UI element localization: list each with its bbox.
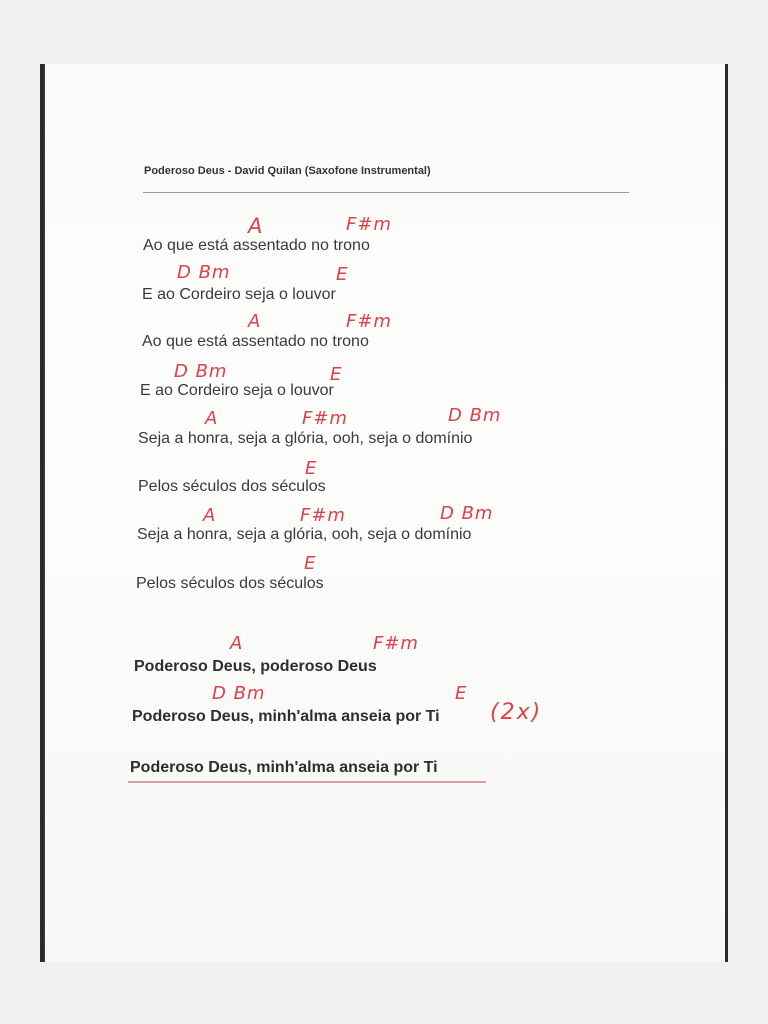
lyric-line-6: Pelos séculos dos séculos — [138, 478, 326, 495]
chord-line6-e: E — [305, 458, 318, 479]
chord-line3-a: A — [248, 311, 262, 332]
lyric-line-9: Poderoso Deus, poderoso Deus — [134, 658, 377, 675]
chord-line4-d-bm: D Bm — [174, 361, 228, 382]
chord-line5-a: A — [205, 408, 219, 429]
lyric-line-7: Seja a honra, seja a glória, ooh, seja o domínio — [137, 526, 472, 543]
chord-line8-e: E — [304, 553, 317, 574]
repeat-mark: (2x) — [490, 700, 543, 725]
chord-line7-d-bm: D Bm — [440, 503, 494, 524]
lyric-line-10: Poderoso Deus, minh'alma anseia por Ti — [132, 708, 440, 725]
chord-line9-fsharpm: F#m — [373, 633, 419, 654]
chord-line9-a: A — [230, 633, 244, 654]
paper-edge-left — [40, 64, 44, 962]
chord-line10-d-bm: D Bm — [212, 683, 266, 704]
paper-sheet — [42, 64, 728, 962]
title-divider — [143, 192, 629, 193]
lyric-line-1: Ao que está assentado no trono — [143, 237, 370, 254]
lyric-line-4: E ao Cordeiro seja o louvor — [140, 382, 334, 399]
chord-line2-d-bm: D Bm — [177, 262, 231, 283]
line-11-underline — [128, 781, 486, 783]
chord-line1-a: A — [248, 214, 264, 238]
paper-edge-right — [725, 64, 728, 962]
lyric-line-5: Seja a honra, seja a glória, ooh, seja o domínio — [138, 430, 473, 447]
lyric-line-2: E ao Cordeiro seja o louvor — [142, 286, 336, 303]
chord-line10-e: E — [455, 683, 468, 704]
chord-line3-fsharpm: F#m — [346, 311, 392, 332]
chord-line1-fsharpm: F#m — [346, 214, 392, 235]
song-title: Poderoso Deus - David Quilan (Saxofone Instrumental) — [144, 165, 431, 177]
chord-line4-e: E — [330, 364, 343, 385]
chord-line5-fsharpm: F#m — [302, 408, 348, 429]
lyric-line-11: Poderoso Deus, minh'alma anseia por Ti — [130, 759, 438, 776]
chord-line5-d-bm: D Bm — [448, 405, 502, 426]
chord-line2-e: E — [336, 264, 349, 285]
chord-line7-a: A — [203, 505, 217, 526]
chord-line7-fsharpm: F#m — [300, 505, 346, 526]
lyric-line-8: Pelos séculos dos séculos — [136, 575, 324, 592]
lyric-line-3: Ao que está assentado no trono — [142, 333, 369, 350]
